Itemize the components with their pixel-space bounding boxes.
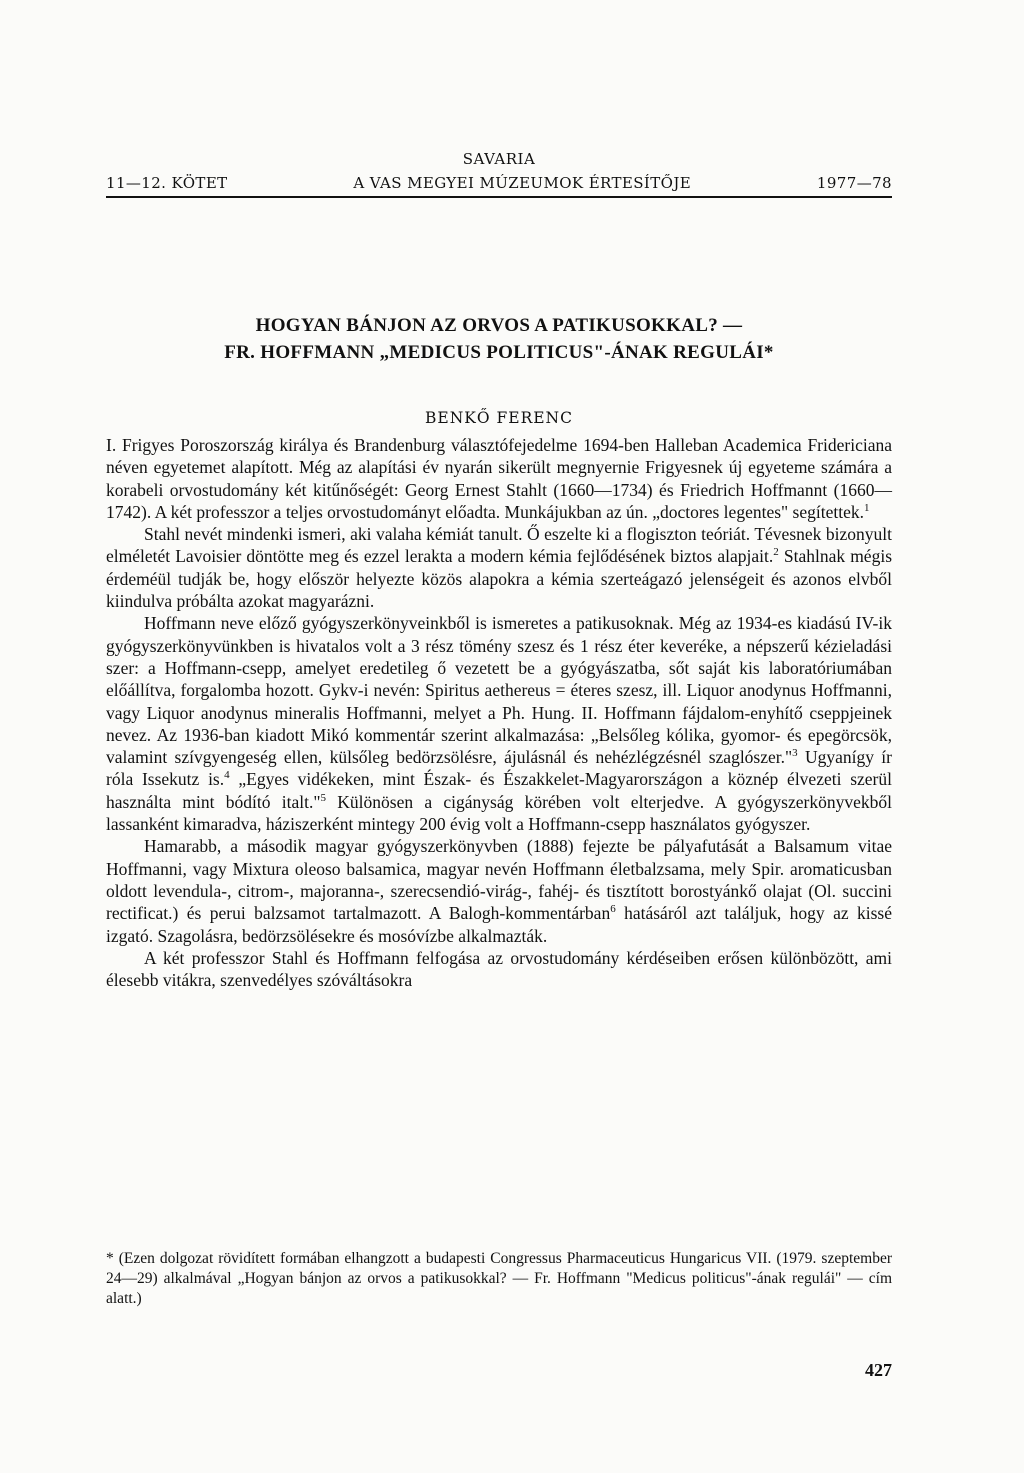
article-body [106, 434, 892, 991]
footnote-ref: 1 [863, 502, 870, 515]
journal-name: SAVARIA [462, 150, 536, 168]
paragraph-1: I. Frigyes Poroszország királya és Brandenburg választófejedelme 1694-ben Halleban Academica Fridericiana néven egyetemet alapított. Még az alapítási év nyarán sikerült megnyernie Frigyesnek új egyeteme számára a korabeli orvostudomány két kitűnőségét: Georg Ernest Stahlt (1660—1734) és Friedrich Hoffmannt (1660—1742). A két professzor a teljes orvostudományt előadta. Munkájukban az ún. „doctores legentes" segítettek.$^1$ [106, 435, 892, 522]
footnote-ref: 4 [224, 769, 230, 782]
page-number: 427 [865, 1360, 892, 1380]
volume-label: 11—12. KÖTET [106, 174, 228, 192]
article-author: BENKŐ FERENC [425, 409, 573, 427]
footnote-ref: 6 [610, 903, 616, 916]
footnote-ref: 3 [792, 747, 798, 760]
running-header [106, 174, 892, 198]
years-label: 1977—78 [816, 174, 892, 192]
footnote-ref: 2 [773, 546, 779, 559]
title-line-2: FR. HOFFMANN „MEDICUS POLITICUS"-ÁNAK REGULÁI* [224, 342, 774, 363]
footnote-ref: 5 [320, 791, 326, 804]
paragraph-3: Hoffmann neve előző gyógyszerkönyveinkből is ismeretes a patikusoknak. Még az 1934-es kiadású IV-ik gyógyszerkönyvünkben is hivatalos volt a 3 rész tömény szesz és 1 rész éter keveréke, a népszerű kézieladási szer: a Hoffmann-csepp, amelyet eredetileg ő vezetett be a gyógyászatba, sőt saját kis laboratóriumában előállítva, forgalomba hozott. Gykv-i nevén: Spiritus aethereus = éteres szesz, ill. Liquor anodynus Hoffmanni, vagy Liquor anodynus mineralis Hoffmanni, melyet a Ph. Hung. II. Hoffmann fájdalom-enyhítő cseppjeinek nevez. Az 1936-ban kiadott Mikó kommentár szerint alkalmazása: „Belsőleg kólika, gyomor- és epegörcsök, valamint szívgyengeség ellen, külsőleg bedörzsölésre, ájulásnál és nehézlégzésnél szaglószer."$^3$ Ugyanígy ír róla Issekutz is.$^4$ „Egyes vidékeken, mint Észak- és Északkelet-Magyarországon a köznép élvezeti szerül használta mint bódító italt."$^5$ Különösen a cigányság körében volt elterjedve. A gyógyszerkönyvekből lassanként kimaradva, háziszerként mintegy 200 évig volt a Hoffmann-csepp használatos gyógyszer. [106, 613, 892, 835]
footnote [106, 1249, 892, 1309]
article-title [106, 312, 892, 366]
series-title: A VAS MEGYEI MÚZEUMOK ÉRTESÍTŐJE [353, 174, 692, 192]
paragraph-5: A két professzor Stahl és Hoffmann felfogása az orvostudomány kérdéseiben erősen különbözött, ami élesebb vitákra, szenvedélyes szóváltásokra [106, 947, 892, 991]
paragraph-2: Stahl nevét mindenki ismeri, aki valaha kémiát tanult. Ő eszelte ki a flogiszton teóriát. Tévesnek bizonyult elméletét Lavoisier döntötte meg és ezzel lerakta a modern kémia fejlődésének biztos alapjait.$^2$ Stahlnak mégis érdeméül tudják be, hogy először helyezte közös alapokra a kémia szerteágazó jelenségeit és azonos elvből kiindulva próbálta azokat magyarázni. [106, 524, 892, 612]
footnote-text: * (Ezen dolgozat rövidített formában elhangzott a budapesti Congressus Pharmaceuticus Hungaricus VII. (1979. szeptember 24—29) alkalmával „Hogyan bánjon az orvos a patikusokkal? — Fr. Hoffmann "Medicus politicus"-ának regulái" — cím alatt.) [106, 1250, 892, 1307]
title-line-1: HOGYAN BÁNJON AZ ORVOS A PATIKUSOKKAL? — [255, 315, 743, 336]
paragraph-4: Hamarabb, a második magyar gyógyszerkönyvben (1888) fejezte be pályafutását a Balsamum vitae Hoffmanni, vagy Mixtura oleoso balsamica, magyar nevén Hoffmann életbalzsama, mely Spir. aromaticusban oldott levendula-, citrom-, majoranna-, szerecsendió-virág-, fahéj- és tisztított borostyánkő olajat (Ol. succini rectificat.) és perui balzsamot tartalmazott. A Balogh-kommentárban$^6$ hatásáról azt találjuk, hogy az kissé izgató. Szagolásra, bedörzsölésekre és mosóvízbe alkalmazták. [106, 836, 892, 946]
